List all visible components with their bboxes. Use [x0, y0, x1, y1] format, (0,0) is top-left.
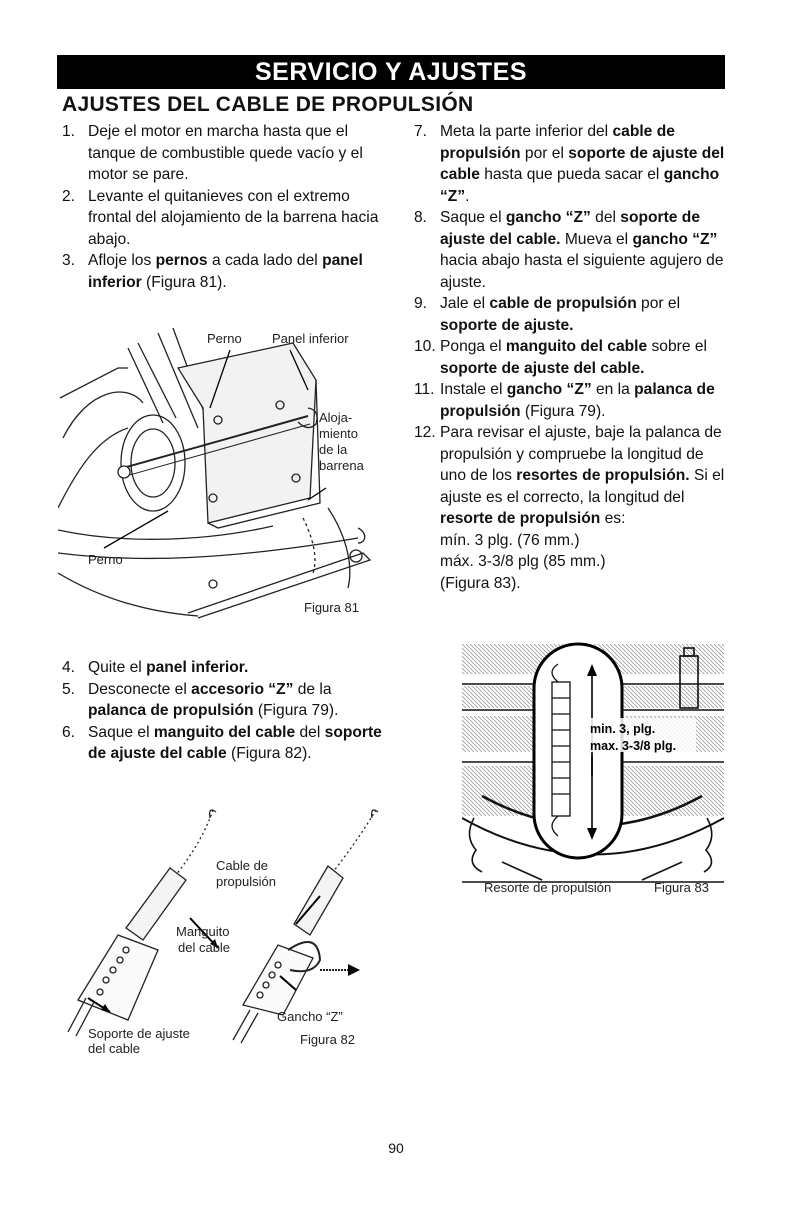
figure-83	[462, 636, 724, 898]
steps-list	[62, 121, 392, 293]
step-text-bold: soporte de ajuste del cable	[440, 144, 725, 183]
step-text: máx. 3-3/8 plg (85 mm.)	[440, 553, 606, 570]
figure-81-caption: Figura 81	[304, 600, 359, 615]
step-text: (Figura 79).	[520, 402, 606, 420]
figure-83-illustration	[462, 636, 724, 898]
step-number: 11.	[414, 381, 435, 398]
step-text: Para revisar el ajuste, baje la palanca de propulsión y compruebe la longitud de uno de los	[440, 424, 722, 484]
step-text: .	[465, 187, 470, 205]
step-text-bold: soporte de ajuste.	[440, 316, 574, 334]
label-alojamiento-4: barrena	[319, 458, 364, 473]
figure-82	[58, 800, 388, 1062]
step-number: 5.	[62, 680, 76, 698]
label-alojamiento-1: Aloja-	[319, 410, 353, 425]
step-text-bold: palanca de propulsión	[88, 702, 254, 719]
label-perno-top: Perno	[207, 331, 242, 346]
step-text: Saque el	[88, 723, 154, 741]
step-text: hacia abajo hasta el siguiente agujero de ajuste.	[440, 252, 724, 291]
step-item	[414, 422, 732, 594]
step-text: hasta que pueda sacar el	[479, 166, 664, 183]
label-soporte-2: del cable	[88, 1041, 141, 1056]
step-item	[62, 250, 392, 293]
label-perno-bottom: Perno	[88, 552, 123, 567]
steps-column-right	[414, 121, 732, 594]
step-number: 3.	[62, 252, 76, 269]
step-text: es:	[600, 510, 626, 527]
label-min: min. 3, plg.	[590, 722, 656, 736]
step-number: 9.	[414, 295, 428, 312]
step-text: Mueva el	[560, 230, 633, 248]
figure-81-illustration	[58, 328, 388, 630]
step-text-bold: manguito del cable	[505, 338, 648, 355]
step-text: por el	[520, 144, 569, 162]
step-text: sobre el	[647, 338, 707, 355]
label-gancho-z: Gancho “Z”	[277, 1009, 343, 1024]
step-text-bold: cable de propulsión	[489, 295, 637, 312]
step-text: Meta la parte inferior del	[440, 123, 613, 140]
step-number: 6.	[62, 723, 76, 741]
step-text: del	[295, 723, 325, 741]
step-text: en la	[591, 381, 635, 398]
label-alojamiento-3: de la	[319, 442, 348, 457]
label-cable-2: propulsión	[216, 874, 276, 889]
step-text-bold: soporte de ajuste del cable	[88, 723, 382, 762]
label-manguito-1: Manguito	[176, 924, 230, 939]
step-text: a cada lado del	[207, 252, 323, 269]
step-text: de la	[293, 680, 332, 698]
step-number: 2.	[62, 187, 76, 205]
step-item	[414, 336, 732, 379]
step-text: (Figura 82).	[226, 745, 312, 762]
step-text: por el	[636, 295, 681, 312]
steps-column-left-bottom	[62, 657, 392, 765]
page-number: 90	[388, 1140, 404, 1156]
step-text: Deje el motor en marcha hasta que el tanque de combustible quede vacío y el motor se pare.	[88, 123, 363, 183]
step-item	[62, 722, 392, 765]
step-text-bold: panel inferior.	[146, 659, 249, 676]
step-text-bold: gancho “Z”	[440, 166, 720, 205]
label-resorte: Resorte de propulsión	[484, 880, 612, 895]
step-item	[62, 186, 392, 251]
label-max: max. 3-3/8 plg.	[590, 739, 677, 753]
step-text: del	[590, 209, 621, 226]
step-item	[62, 121, 392, 186]
steps-column-left-top	[62, 121, 392, 293]
step-text-bold: panel inferior	[88, 252, 363, 291]
step-number: 12.	[414, 424, 436, 441]
step-text: Instale el	[440, 381, 507, 398]
step-text-bold: gancho “Z”	[505, 209, 591, 226]
step-item	[62, 657, 392, 679]
step-number: 4.	[62, 659, 76, 676]
label-cable-1: Cable de	[216, 858, 269, 873]
step-text: (Figura 81).	[141, 273, 227, 291]
step-item	[414, 121, 732, 207]
section-title: AJUSTES DEL CABLE DE PROPULSIÓN	[62, 93, 474, 116]
step-text-bold: resorte de propulsión	[440, 510, 601, 527]
step-text-bold: accesorio “Z”	[191, 680, 294, 698]
step-text-bold: gancho “Z”	[506, 381, 592, 398]
label-panel-inferior: Panel inferior	[272, 331, 349, 346]
step-text-bold: palanca de propulsión	[440, 381, 715, 420]
figure-82-illustration	[58, 800, 388, 1062]
label-alojamiento-2: miento	[319, 426, 359, 441]
step-text: Desconecte el	[88, 680, 192, 698]
step-number: 7.	[414, 123, 428, 140]
step-item	[62, 679, 392, 722]
figure-83-caption: Figura 83	[654, 880, 709, 895]
step-text: (Figura 83).	[440, 574, 521, 592]
step-text-bold: soporte de ajuste del cable.	[440, 359, 645, 377]
step-text: Quite el	[88, 659, 147, 676]
step-item	[414, 293, 732, 336]
step-number: 8.	[414, 209, 428, 226]
figure-81	[58, 328, 388, 630]
section-banner: SERVICIO Y AJUSTES	[57, 55, 725, 89]
step-number: 10.	[414, 338, 436, 355]
step-item	[414, 207, 732, 293]
step-text-bold: cable de propulsión	[440, 123, 675, 162]
steps-list	[414, 121, 732, 594]
step-text-bold: soporte de ajuste del cable.	[440, 209, 701, 248]
step-text: mín. 3 plg. (76 mm.)	[440, 531, 580, 549]
step-text: Ponga el	[440, 338, 506, 355]
step-text: Afloje los	[88, 252, 156, 269]
figure-82-caption: Figura 82	[300, 1032, 355, 1047]
step-text-bold: manguito del cable	[153, 723, 296, 741]
steps-list	[62, 657, 392, 765]
step-text-bold: resortes de propulsión.	[516, 467, 690, 484]
step-item	[414, 379, 732, 422]
step-number: 1.	[62, 123, 76, 140]
step-text: Levante el quitanieves con el extremo frontal del alojamiento de la barrena hacia abajo.	[88, 187, 379, 248]
step-text-bold: gancho “Z”	[632, 230, 718, 248]
label-soporte-1: Soporte de ajuste	[88, 1026, 190, 1041]
step-text: Si el ajuste es el correcto, la longitud del	[440, 467, 725, 506]
step-text: Saque el	[440, 209, 506, 226]
step-text: Jale el	[440, 295, 490, 312]
label-manguito-2: del cable	[178, 940, 231, 955]
step-text: (Figura 79).	[253, 702, 339, 719]
step-text-bold: pernos	[155, 252, 208, 269]
